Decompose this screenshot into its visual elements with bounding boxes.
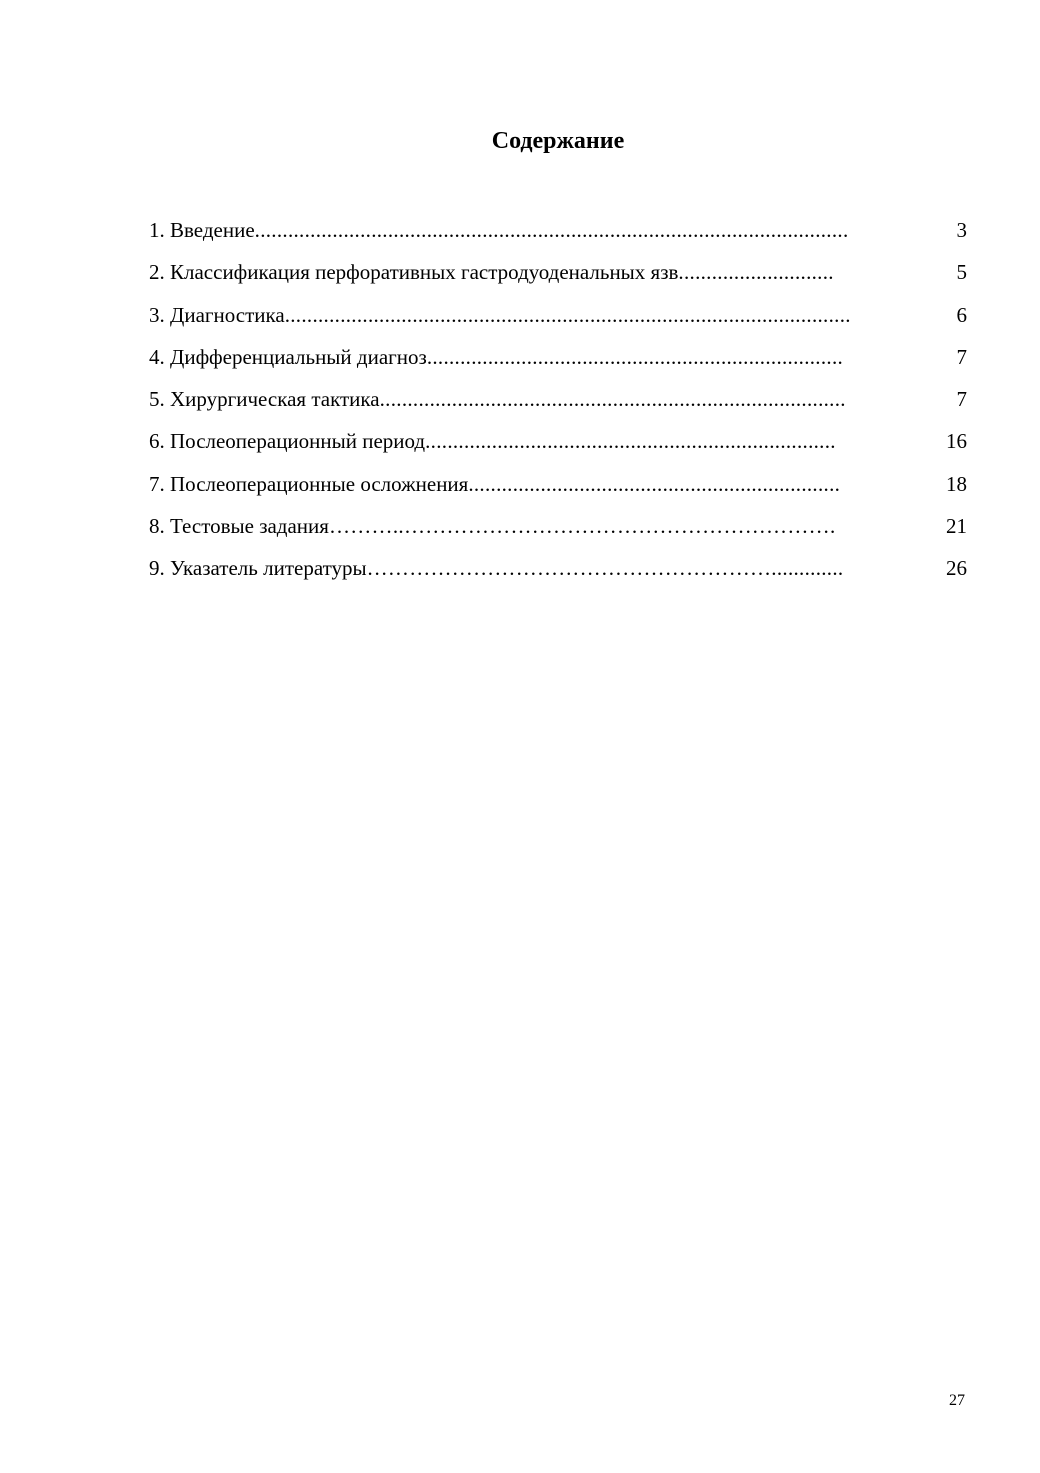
table-of-contents: [149, 215, 967, 596]
toc-item-label: 3. Диагностика: [149, 302, 285, 327]
toc-item: [149, 426, 967, 468]
toc-item-page: 7: [956, 387, 967, 412]
toc-item-leader: ...................................................................: [468, 471, 841, 496]
toc-item: [149, 511, 967, 553]
toc-item-label: 7. Послеоперационные осложнения: [149, 471, 469, 496]
toc-item-leader: ...........................................................................: [426, 344, 844, 369]
toc-item-page: 7: [956, 344, 967, 369]
toc-item-leader: ............................: [678, 260, 834, 285]
page-title: Содержание: [491, 128, 625, 154]
toc-item-leader: ………………………………………………….............: [366, 556, 844, 581]
toc-item: [149, 384, 967, 426]
toc-item: [149, 300, 967, 342]
toc-item-label: 9. Указатель литературы: [149, 556, 367, 581]
toc-item-label: 5. Хирургическая тактика: [149, 387, 380, 412]
toc-item-page: 6: [956, 302, 967, 327]
toc-item: [149, 469, 967, 511]
toc-item-label: 8. Тестовые задания: [149, 514, 329, 539]
toc-item-label: 1. Введение: [149, 218, 255, 242]
toc-item-leader: ..........................................................................: [425, 429, 836, 454]
toc-item-label: 6. Послеоперационный период: [149, 429, 426, 454]
toc-item-label: 4. Дифференциальный диагноз: [149, 344, 427, 369]
toc-item: [149, 553, 967, 595]
toc-item-label: 2. Классификация перфоративных гастродуоденальных язв: [149, 260, 679, 285]
toc-item-page: 21: [946, 514, 967, 539]
toc-item: [149, 257, 967, 299]
toc-item-page: 26: [946, 556, 967, 581]
page-number: 27: [949, 1392, 965, 1409]
toc-item-page: 18: [946, 471, 967, 496]
toc-item: [149, 342, 967, 384]
toc-item-leader: ………..…………………………………………………….: [328, 514, 836, 539]
toc-item-page: 5: [956, 260, 967, 285]
toc-item-leader: ...........................................................................................................: [254, 218, 849, 242]
toc-item-leader: ......................................................................................................: [284, 302, 851, 327]
toc-item-leader: ....................................................................................: [379, 387, 846, 412]
toc-item-page: 3: [956, 218, 967, 242]
toc-item-page: 16: [946, 429, 967, 454]
toc-item: [149, 215, 967, 257]
